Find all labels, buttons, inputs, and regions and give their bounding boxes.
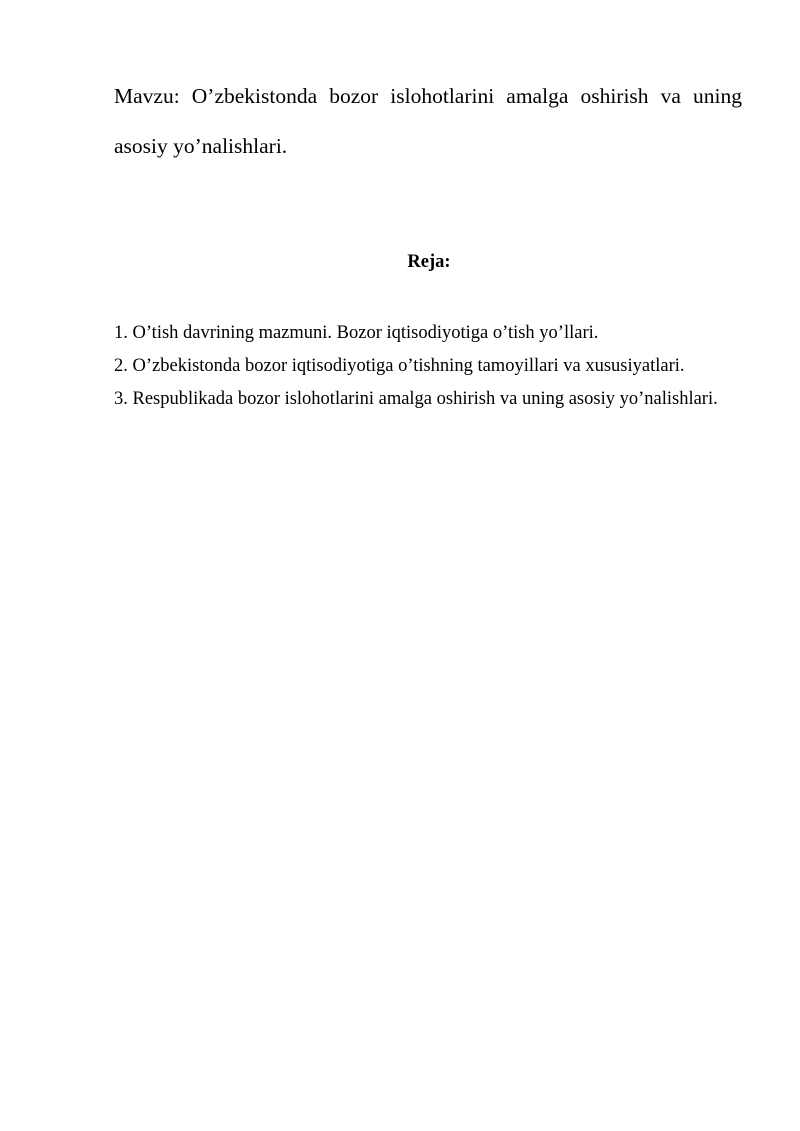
topic-title: Mavzu: O’zbekistonda bozor islohotlarini amalga oshirish va uning asosiy yo’nalishlari. [114,84,742,158]
plan-list [114,317,742,416]
plan-item-2: 2. O’zbekistonda bozor iqtisodiyotiga o’tishning tamoyillari va xususiyatlari. [114,356,685,376]
plan-item-1: 1. O’tish davrining mazmuni. Bozor iqtisodiyotiga o’tish yo’llari. [114,323,599,343]
plan-item-3: 3. Respublikada bozor islohotlarini amalga oshirish va uning asosiy yo’nalishlari. [114,389,718,409]
plan-heading: Reja: [407,252,451,272]
